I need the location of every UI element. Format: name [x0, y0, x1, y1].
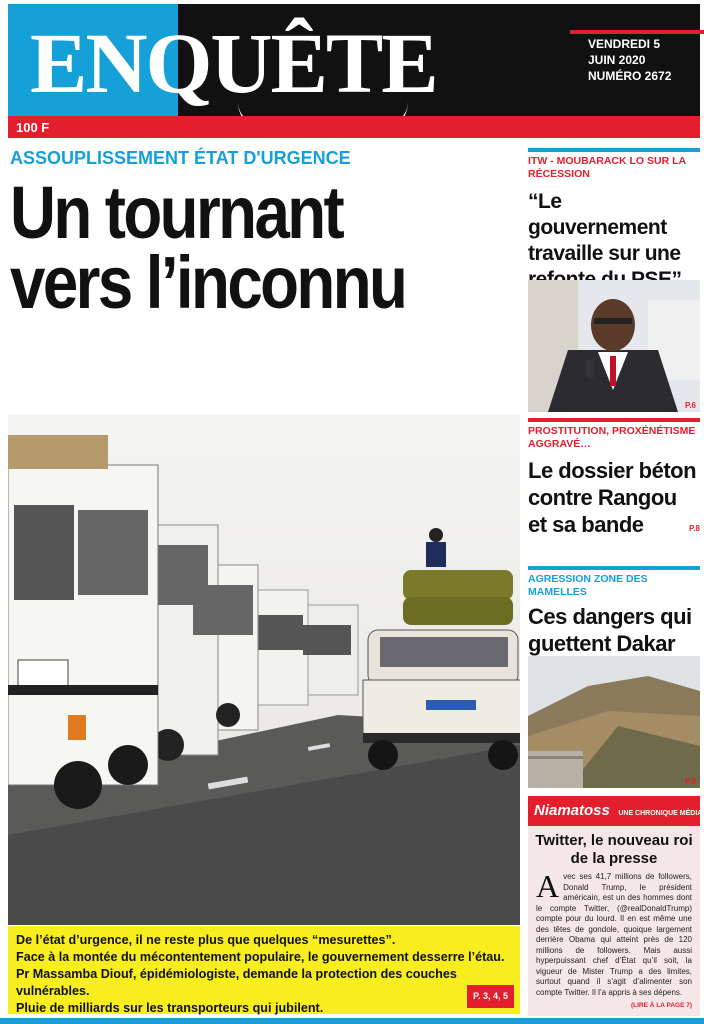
date-rule — [570, 30, 704, 34]
story-page-ref[interactable]: P.8 — [689, 524, 700, 533]
chronicle-band — [528, 796, 703, 826]
chronicle-headline: Twitter, le nouveau roi de la presse — [535, 832, 693, 867]
caption-line: Pluie de milliards sur les transporteurs qui jubilent. — [16, 1001, 324, 1015]
lead-kicker[interactable]: ASSOUPLISSEMENT ÉTAT D'URGENCE — [10, 148, 351, 168]
caption-line: Face à la montée du mécontentement populaire, le gouvernement desserre l’étau. — [16, 950, 505, 964]
chronicle-title: Niamatoss — [534, 802, 610, 819]
sidebar-story-interview[interactable] — [528, 148, 700, 293]
story-kicker: ITW - MOUBARACK LO SUR LA RÉCESSION — [528, 155, 686, 180]
chronicle-page-ref[interactable]: (LIRE À LA PAGE 7) — [630, 1002, 692, 1009]
story-headline: Le dossier béton contre Rangou et sa bande — [528, 458, 697, 537]
section-rule — [528, 148, 700, 152]
chronicle-body — [528, 868, 700, 998]
dropcap: A — [536, 868, 560, 904]
headline-line-2: vers l’inconnu — [10, 241, 406, 324]
portrait-photo-moubarack-lo[interactable] — [528, 280, 700, 412]
section-rule — [528, 566, 700, 570]
lead-photo-minibus-queue[interactable] — [8, 415, 520, 925]
story-kicker: PROSTITUTION, PROXÉNÉTISME AGGRAVÉ… — [528, 425, 696, 450]
bottom-rule — [0, 1018, 704, 1024]
story-page-ref[interactable]: P.8 — [685, 777, 696, 786]
story-headline: Ces dangers qui guettent Dakar — [528, 604, 692, 656]
issue-number: NUMÉRO 2672 — [588, 69, 672, 83]
masthead — [8, 4, 700, 116]
story-page-ref[interactable]: P.6 — [685, 401, 696, 410]
lead-page-ref[interactable]: P. 3, 4, 5 — [467, 985, 514, 1008]
headline-line-1: Un tournant — [10, 171, 343, 254]
landscape-photo-mamelles[interactable] — [528, 656, 700, 788]
dateline — [588, 36, 698, 84]
price: 100 F — [16, 120, 50, 135]
date-day: VENDREDI 5 — [588, 37, 661, 51]
lead-headline[interactable] — [10, 171, 406, 324]
section-rule — [528, 418, 700, 422]
masthead-red-band — [8, 116, 700, 138]
chronicle-box[interactable] — [528, 796, 703, 1016]
sidebar-story-prostitution[interactable] — [528, 418, 700, 537]
story-headline: “Le gouvernement travaille sur une — [528, 190, 681, 265]
lead-caption — [8, 926, 520, 1014]
sidebar-story-mamelles[interactable] — [528, 566, 700, 657]
newspaper-logo[interactable]: ENQUÊTE — [30, 15, 437, 111]
caption-line: Pr Massamba Diouf, épidémiologiste, demande la protection des couches vulnérables. — [16, 967, 457, 998]
story-kicker: AGRESSION ZONE DES MAMELLES — [528, 573, 648, 598]
date-month-year: JUIN 2020 — [588, 53, 646, 67]
caption-line: De l’état d’urgence, il ne reste plus que quelques “mesurettes”. — [16, 933, 396, 947]
chronicle-subtitle: UNE CHRONIQUE MÉDIA — [618, 810, 703, 817]
chronicle-text: vec ses 41,7 millions de followers, Donald Trump, le président américain, est un des hommes dont le compte Twitter, (@realDonaldTrump) compte pour du lourd. Il en est même une des têtes de gondole, quoique largement derrière Obama qui atteint près de 120 millions de followers. Mais aussi hyperpuissant chef d’État qu’il soit, la vigueur de Mister Trump a des limites, surtout quand il s’agit d’alimenter son compte Twitter. Il l’a appris à ses dépens. — [536, 872, 692, 997]
